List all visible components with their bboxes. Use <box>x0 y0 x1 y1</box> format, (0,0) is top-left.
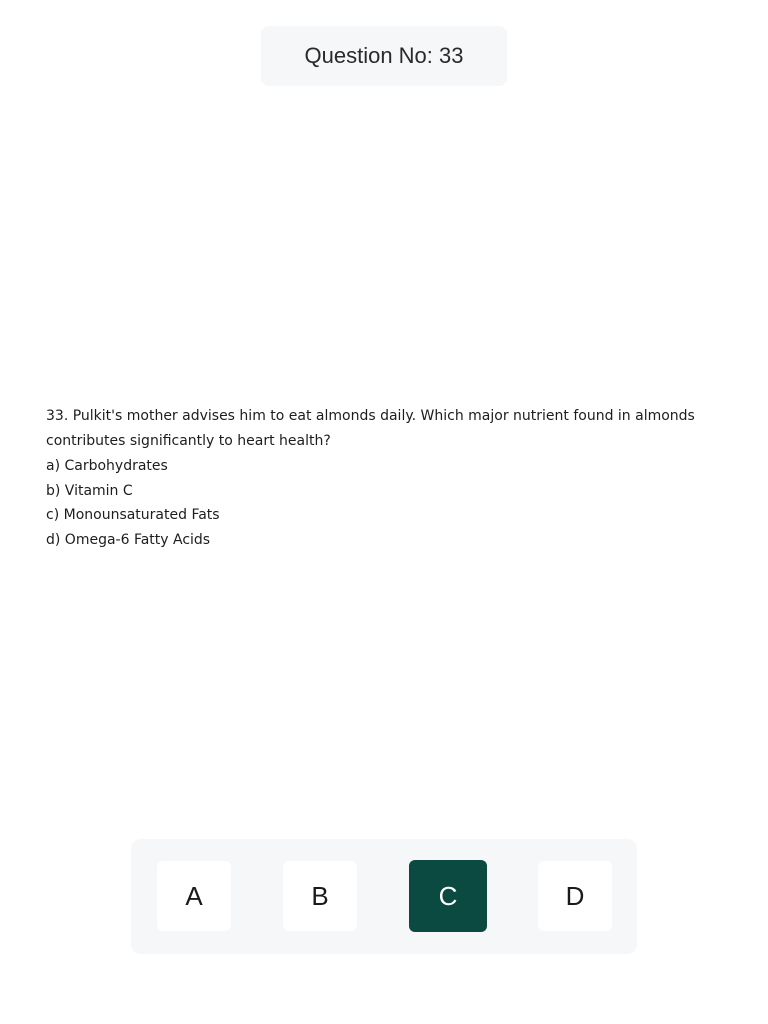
answer-selector-bar <box>131 839 637 954</box>
question-content <box>46 404 706 552</box>
option-d-text: d) Omega-6 Fatty Acids <box>46 531 211 548</box>
question-number-label: Question No: 33 <box>304 43 464 68</box>
answer-button-c[interactable]: C <box>409 860 487 932</box>
answer-button-b[interactable]: B <box>283 861 357 931</box>
option-b-text: b) Vitamin C <box>46 482 133 499</box>
question-number-header <box>261 26 507 86</box>
question-stem: 33. Pulkit's mother advises him to eat almonds daily. Which major nutrient found in almonds contributes significantly to heart health? <box>46 408 695 449</box>
option-a-text: a) Carbohydrates <box>46 458 168 474</box>
answer-button-d[interactable]: D <box>538 861 612 931</box>
answer-button-a[interactable]: A <box>157 861 231 931</box>
option-c-text: c) Monounsaturated Fats <box>46 507 220 523</box>
